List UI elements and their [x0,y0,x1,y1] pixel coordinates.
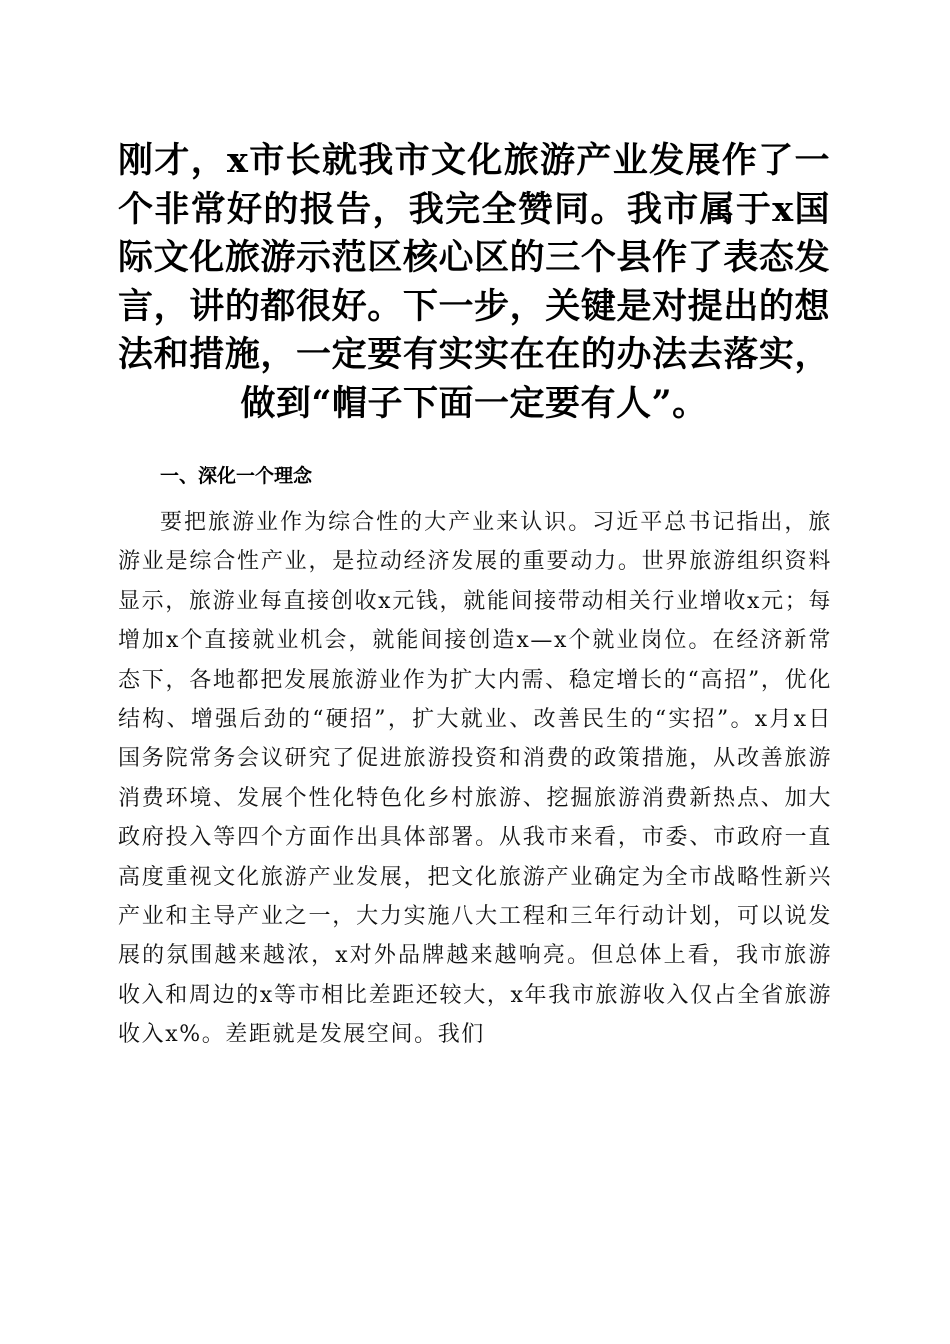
body-paragraph: 要把旅游业作为综合性的大产业来认识。习近平总书记指出，旅游业是综合性产业，是拉动经济发展的重要动力。世界旅游组织资料显示，旅游业每直接创收x元钱，就能间接带动相关行业增收x元；每增加x个直接就业机会，就能间接创造x—x个就业岗位。在经济新常态下，各地都把发展旅游业作为扩大内需、稳定增长的“高招”，优化结构、增强后劲的“硬招”，扩大就业、改善民生的“实招”。x月x日国务院常务会议研究了促进旅游投资和消费的政策措施，从改善旅游消费环境、发展个性化特色化乡村旅游、挖掘旅游消费新热点、加大政府投入等四个方面作出具体部署。从我市来看，市委、市政府一直高度重视文化旅游产业发展，把文化旅游产业确定为全市战略性新兴产业和主导产业之一，大力实施八大工程和三年行动计划，可以说发展的氛围越来越浓，x对外品牌越来越响亮。但总体上看，我市旅游收入和周边的x等市相比差距还较大，x年我市旅游收入仅占全省旅游收入x%。差距就是发展空间。我们 [118,510,832,1048]
document-title: 刚才，x市长就我市文化旅游产业发展作了一个非常好的报告，我完全赞同。我市属于x国际文化旅游示范区核心区的三个县作了表态发言，讲的都很好。下一步，关键是对提出的想法和措施，一定要有实实在在的办法去落实，做到“帽子下面一定要有人”。 [118,140,830,424]
section-heading: 一、深化一个理念 [160,465,313,487]
